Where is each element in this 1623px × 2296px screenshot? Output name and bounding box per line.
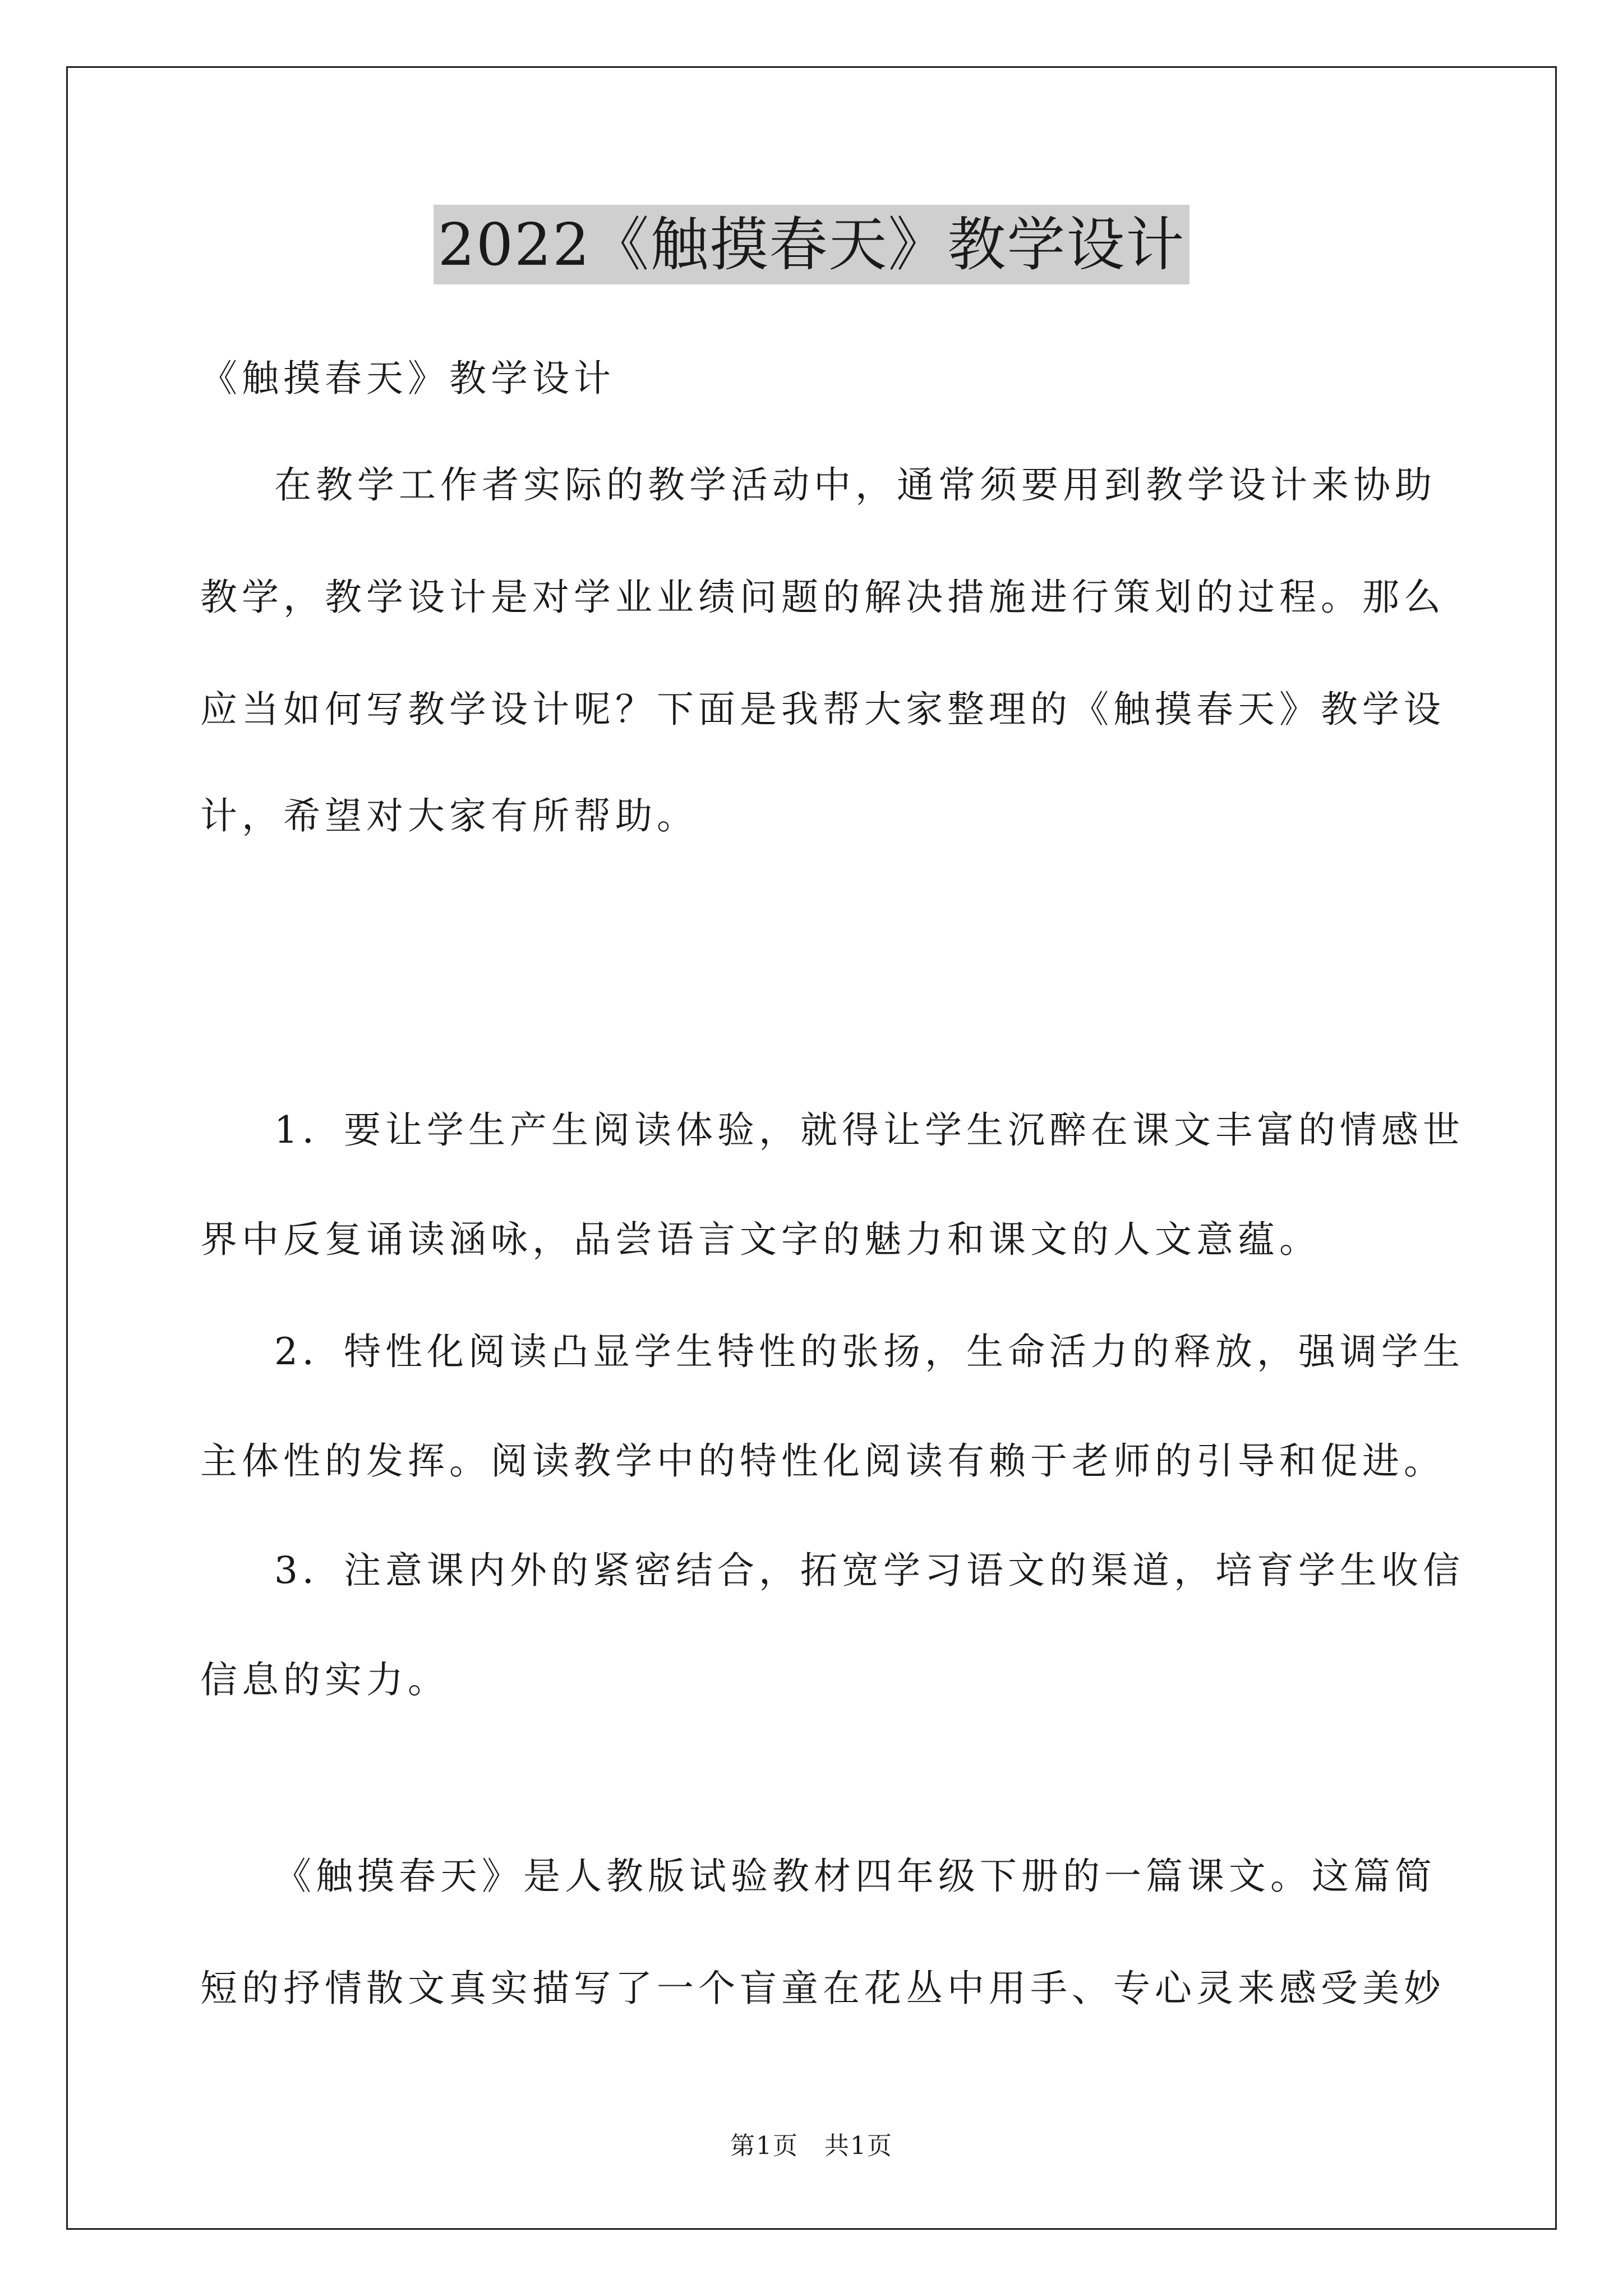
paragraph-1-line-4: 计，希望对大家有所帮助。 [200, 794, 698, 838]
paragraph-4-line-1: 3．注意课内外的紧密结合，拓宽学习语文的渠道，培育学生收信 [274, 1549, 1464, 1592]
paragraph-2-line-2: 界中反复诵读涵咏，品尝语言文字的魅力和课文的人文意蕴。 [200, 1218, 1321, 1261]
paragraph-4-line-2: 信息的实力。 [200, 1658, 449, 1701]
paragraph-2-line-1: 1．要让学生产生阅读体验，就得让学生沉醉在课文丰富的情感世 [274, 1108, 1464, 1152]
page-footer: 第1页 共1页 [730, 2132, 893, 2160]
paragraph-3-line-2: 主体性的发挥。阅读教学中的特性化阅读有赖于老师的引导和促进。 [200, 1439, 1445, 1483]
paragraph-1-line-2: 教学，教学设计是对学业业绩问题的解决措施进行策划的过程。那么 [200, 576, 1445, 619]
title-wrap [0, 205, 1623, 284]
document-subtitle: 《触摸春天》教学设计 [200, 357, 615, 400]
document-title: 2022《触摸春天》教学设计 [434, 205, 1190, 284]
paragraph-5-line-1: 《触摸春天》是人教版试验教材四年级下册的一篇课文。这篇简 [274, 1855, 1436, 1898]
paragraph-1-line-3: 应当如何写教学设计呢？下面是我帮大家整理的《触摸春天》教学设 [200, 688, 1445, 731]
paragraph-1-line-1: 在教学工作者实际的教学活动中，通常须要用到教学设计来协助 [274, 463, 1436, 507]
paragraph-5-line-2: 短的抒情散文真实描写了一个盲童在花丛中用手、专心灵来感受美妙 [200, 1967, 1445, 2010]
paragraph-3-line-1: 2．特性化阅读凸显学生特性的张扬，生命活力的释放，强调学生 [274, 1330, 1464, 1373]
